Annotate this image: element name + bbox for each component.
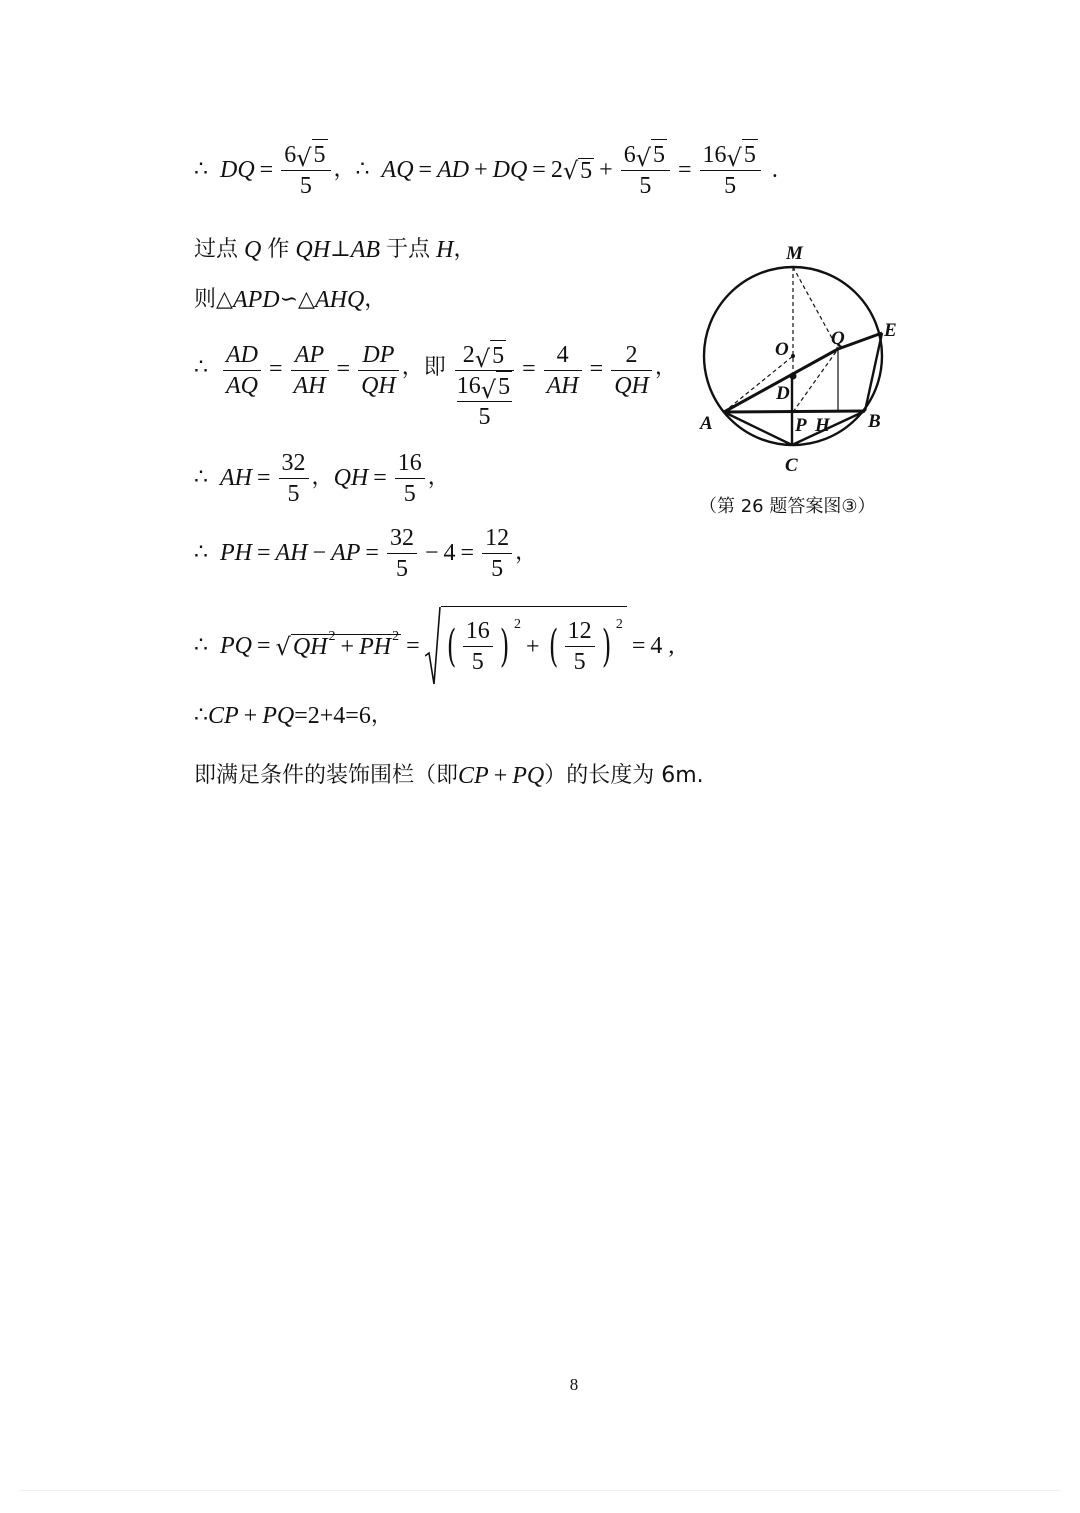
sqrt-fraction-sum: ( $\frac{16}{5}$ ) 2 + ( $\frac{12}{5}$ ) 2 xyxy=(425,606,627,686)
label-h: H xyxy=(815,415,830,436)
geometry-figure xyxy=(690,235,910,480)
equals-sign: = xyxy=(259,157,274,183)
label-q: Q xyxy=(831,328,845,349)
fraction-2-over-qh: $\frac{2}{QH}$ xyxy=(611,340,652,401)
figure-caption: （第 26 题答案图③） xyxy=(699,496,876,517)
similar-symbol: ∽ xyxy=(279,287,299,312)
therefore-symbol: ∴ xyxy=(355,157,370,182)
equation-line-pq: ∴ PQ = √ QH 2 + PH 2 = ( $\frac{16}{5}$ ) 2 + ( $\frac{12}{5}$ ) 2 = 4 , xyxy=(194,604,674,688)
text-line-construct-qh: 过点 Q 作 QH ⊥ AB 于点 H ， xyxy=(194,237,476,263)
point-o xyxy=(791,354,795,358)
fraction-4-over-ah: $\frac{4}{AH}$ xyxy=(544,340,582,401)
radical-sign xyxy=(425,606,441,686)
fraction-16-over-5: $\frac{16}{5}$ xyxy=(463,616,493,677)
label-a: A xyxy=(700,413,713,434)
segment-aq: AQ xyxy=(381,157,414,183)
equation-line-ph: ∴ PH = AH − AP = $\frac{32}{5}$ − 4 = $\frac{12}{5}$ ， xyxy=(194,524,538,582)
chord-ab xyxy=(724,411,865,412)
sqrt-5: √ 5 xyxy=(562,156,593,185)
equation-line-ah-qh: ∴ AH = $\frac{32}{5}$ ， QH = $\frac{16}{5}$ ， xyxy=(194,449,450,507)
text-line-similar-triangles: 则 △ APD ∽ △ AHQ ， xyxy=(194,287,387,313)
equation-line-ratios: ∴ $\frac{AD}{AQ}$ = $\frac{AP}{AH}$ = $\frac{DP}{QH}$ ， 即 2 √ 5 16 √ 5 5 = $\frac{4}{AH}$ = $\frac{2}{QH}$ ， xyxy=(194,340,677,412)
dashed-pq xyxy=(793,349,838,412)
label-b: B xyxy=(868,411,881,432)
label-e: E xyxy=(884,320,897,341)
fraction-16root5-over-5: 16 √ 5 5 xyxy=(700,140,761,201)
fraction-ad-over-aq: $\frac{AD}{AQ}$ xyxy=(223,340,261,401)
fraction-dp-over-qh: $\frac{DP}{QH}$ xyxy=(358,340,399,401)
label-d: D xyxy=(776,383,790,404)
segment-dq: DQ xyxy=(220,157,255,183)
fraction-2root5-over-16root5-over-5: 2 √ 5 16 √ 5 5 xyxy=(455,340,514,432)
fraction-12-over-5: $\frac{12}{5}$ xyxy=(565,616,595,677)
fraction-16-over-5: $\frac{16}{5}$ xyxy=(395,448,425,509)
label-p: P xyxy=(795,415,807,436)
chord-ac xyxy=(724,412,792,445)
label-m: M xyxy=(786,243,803,264)
page-bottom-rule xyxy=(20,1490,1060,1491)
therefore-symbol: ∴ xyxy=(194,157,208,182)
perpendicular-symbol: ⊥ xyxy=(330,237,351,262)
page-number: 8 xyxy=(569,1375,579,1394)
sqrt-qh2-plus-ph2: √ QH 2 + PH 2 xyxy=(275,628,400,661)
triangle-symbol: △ xyxy=(216,287,233,312)
triangle-symbol: △ xyxy=(298,287,315,312)
fraction-6root5-over-5: 6 √ 5 5 xyxy=(621,140,670,201)
fraction-ap-over-ah: $\frac{AP}{AH}$ xyxy=(291,340,329,401)
label-o: O xyxy=(775,339,789,360)
fraction-12-over-5: $\frac{12}{5}$ xyxy=(482,523,512,584)
label-c: C xyxy=(785,455,798,476)
point-d xyxy=(790,373,797,380)
conclusion-line: 即满足条件的装饰围栏（即 CP + PQ ）的长度为 6m. xyxy=(194,763,704,789)
fraction-32-over-5: $\frac{32}{5}$ xyxy=(279,448,309,509)
equation-line-cp-plus-pq: ∴ CP + PQ =2+4=6 ， xyxy=(194,703,393,729)
equation-line-dq-aq: ∴ DQ = 6 √ 5 5 ， ∴ AQ = AD + DQ = 2 √ 5 + 6 √ 5 5 = 16 √ 5 5 . xyxy=(194,140,778,200)
fraction-32-over-5: $\frac{32}{5}$ xyxy=(387,523,417,584)
fraction-6root5-over-5: 6 √ 5 5 xyxy=(281,140,330,201)
